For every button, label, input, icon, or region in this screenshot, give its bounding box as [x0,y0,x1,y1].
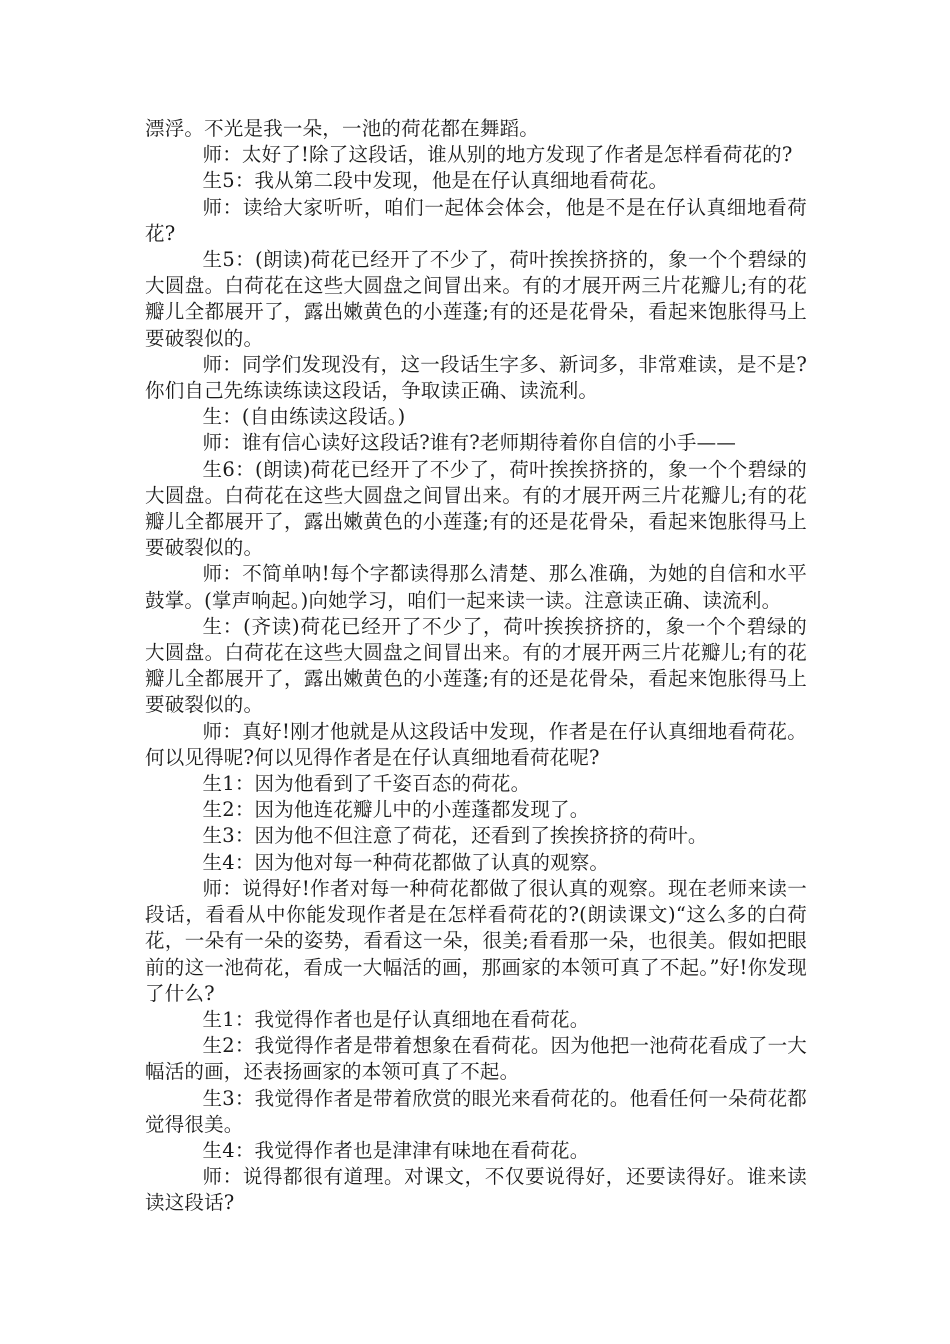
paragraph: 生2：我觉得作者是带着想象在看荷花。因为他把一池荷花看成了一大幅活的画，还表扬画家的本领可真了不起。 [145,1034,807,1084]
paragraph: 生6：(朗读)荷花已经开了不少了，荷叶挨挨挤挤的，象一个个碧绿的大圆盘。白荷花在这些大圆盘之间冒出来。有的才展开两三片花瓣儿;有的花瓣儿全都展开了，露出嫩黄色的小莲蓬;有的还是花骨朵，看起来饱胀得马上要破裂似的。 [145,457,807,560]
paragraph: 师：真好!刚才他就是从这段话中发现，作者是在仔认真细地看荷花。何以见得呢?何以见得作者是在仔认真细地看荷花呢? [145,719,807,769]
paragraph: 师：谁有信心读好这段话?谁有?老师期待着你自信的小手—— [202,431,737,455]
paragraph: 生5：(朗读)荷花已经开了不少了，荷叶挨挨挤挤的，象一个个碧绿的大圆盘。白荷花在这些大圆盘之间冒出来。有的才展开两三片花瓣儿;有的花瓣儿全都展开了，露出嫩黄色的小莲蓬;有的还是花骨朵，看起来饱胀得马上要破裂似的。 [145,248,807,350]
paragraph: 生2：因为他连花瓣儿中的小莲蓬都发现了。 [202,798,590,822]
paragraph: 师：太好了!除了这段话，谁从别的地方发现了作者是怎样看荷花的? [202,143,793,167]
paragraph: 漂浮。不光是我一朵，一池的荷花都在舞蹈。 [145,117,540,140]
paragraph: 生：(齐读)荷花已经开了不少了，荷叶挨挨挤挤的，象一个个碧绿的大圆盘。白荷花在这些大圆盘之间冒出来。有的才展开两三片花瓣儿;有的花瓣儿全都展开了，露出嫩黄色的小莲蓬;有的还是花骨朵，看起来饱胀得马上要破裂似的。 [145,614,807,717]
paragraph: 生：(自由练读这段话。) [202,405,406,429]
paragraph: 师：同学们发现没有，这一段话生字多、新词多，非常难读，是不是?你们自己先练读练读这段话，争取读正确、读流利。 [145,352,807,403]
paragraph: 生3：我觉得作者是带着欣赏的眼光来看荷花的。他看任何一朵荷花都觉得很美。 [145,1086,807,1136]
paragraph: 生4：我觉得作者也是津津有味地在看荷花。 [202,1138,590,1162]
paragraph: 生4：因为他对每一种荷花都做了认真的观察。 [202,850,610,874]
paragraph: 生1：因为他看到了千姿百态的荷花。 [202,772,531,796]
paragraph: 师：说得都很有道理。对课文，不仅要说得好，还要读得好。谁来读读这段话? [145,1165,807,1215]
paragraph: 生3：因为他不但注意了荷花，还看到了挨挨挤挤的荷叶。 [202,824,708,848]
paragraph: 生1：我觉得作者也是仔认真细地在看荷花。 [202,1007,590,1031]
paragraph: 师：读给大家听听，咱们一起体会体会，他是不是在仔认真细地看荷花? [145,195,807,245]
paragraph: 师：不简单呐!每个字都读得那么清楚、那么准确，为她的自信和水平鼓掌。(掌声响起。)向她学习，咱们一起来读一读。注意读正确、读流利。 [145,562,807,612]
paragraph: 生5：我从第二段中发现，他是在仔认真细地看荷花。 [202,169,669,193]
lesson-transcript [145,116,807,1217]
paragraph: 师：说得好!作者对每一种荷花都做了很认真的观察。现在老师来读一段话，看看从中你能发现作者是在怎样看荷花的?(朗读课文)“这么多的白荷花，一朵有一朵的姿势，看看这一朵，很美;看看那一朵，也很美。假如把眼前的这一池荷花，看成一大幅活的画，那画家的本领可真了不起。”好!你发现了什么? [145,876,807,1005]
